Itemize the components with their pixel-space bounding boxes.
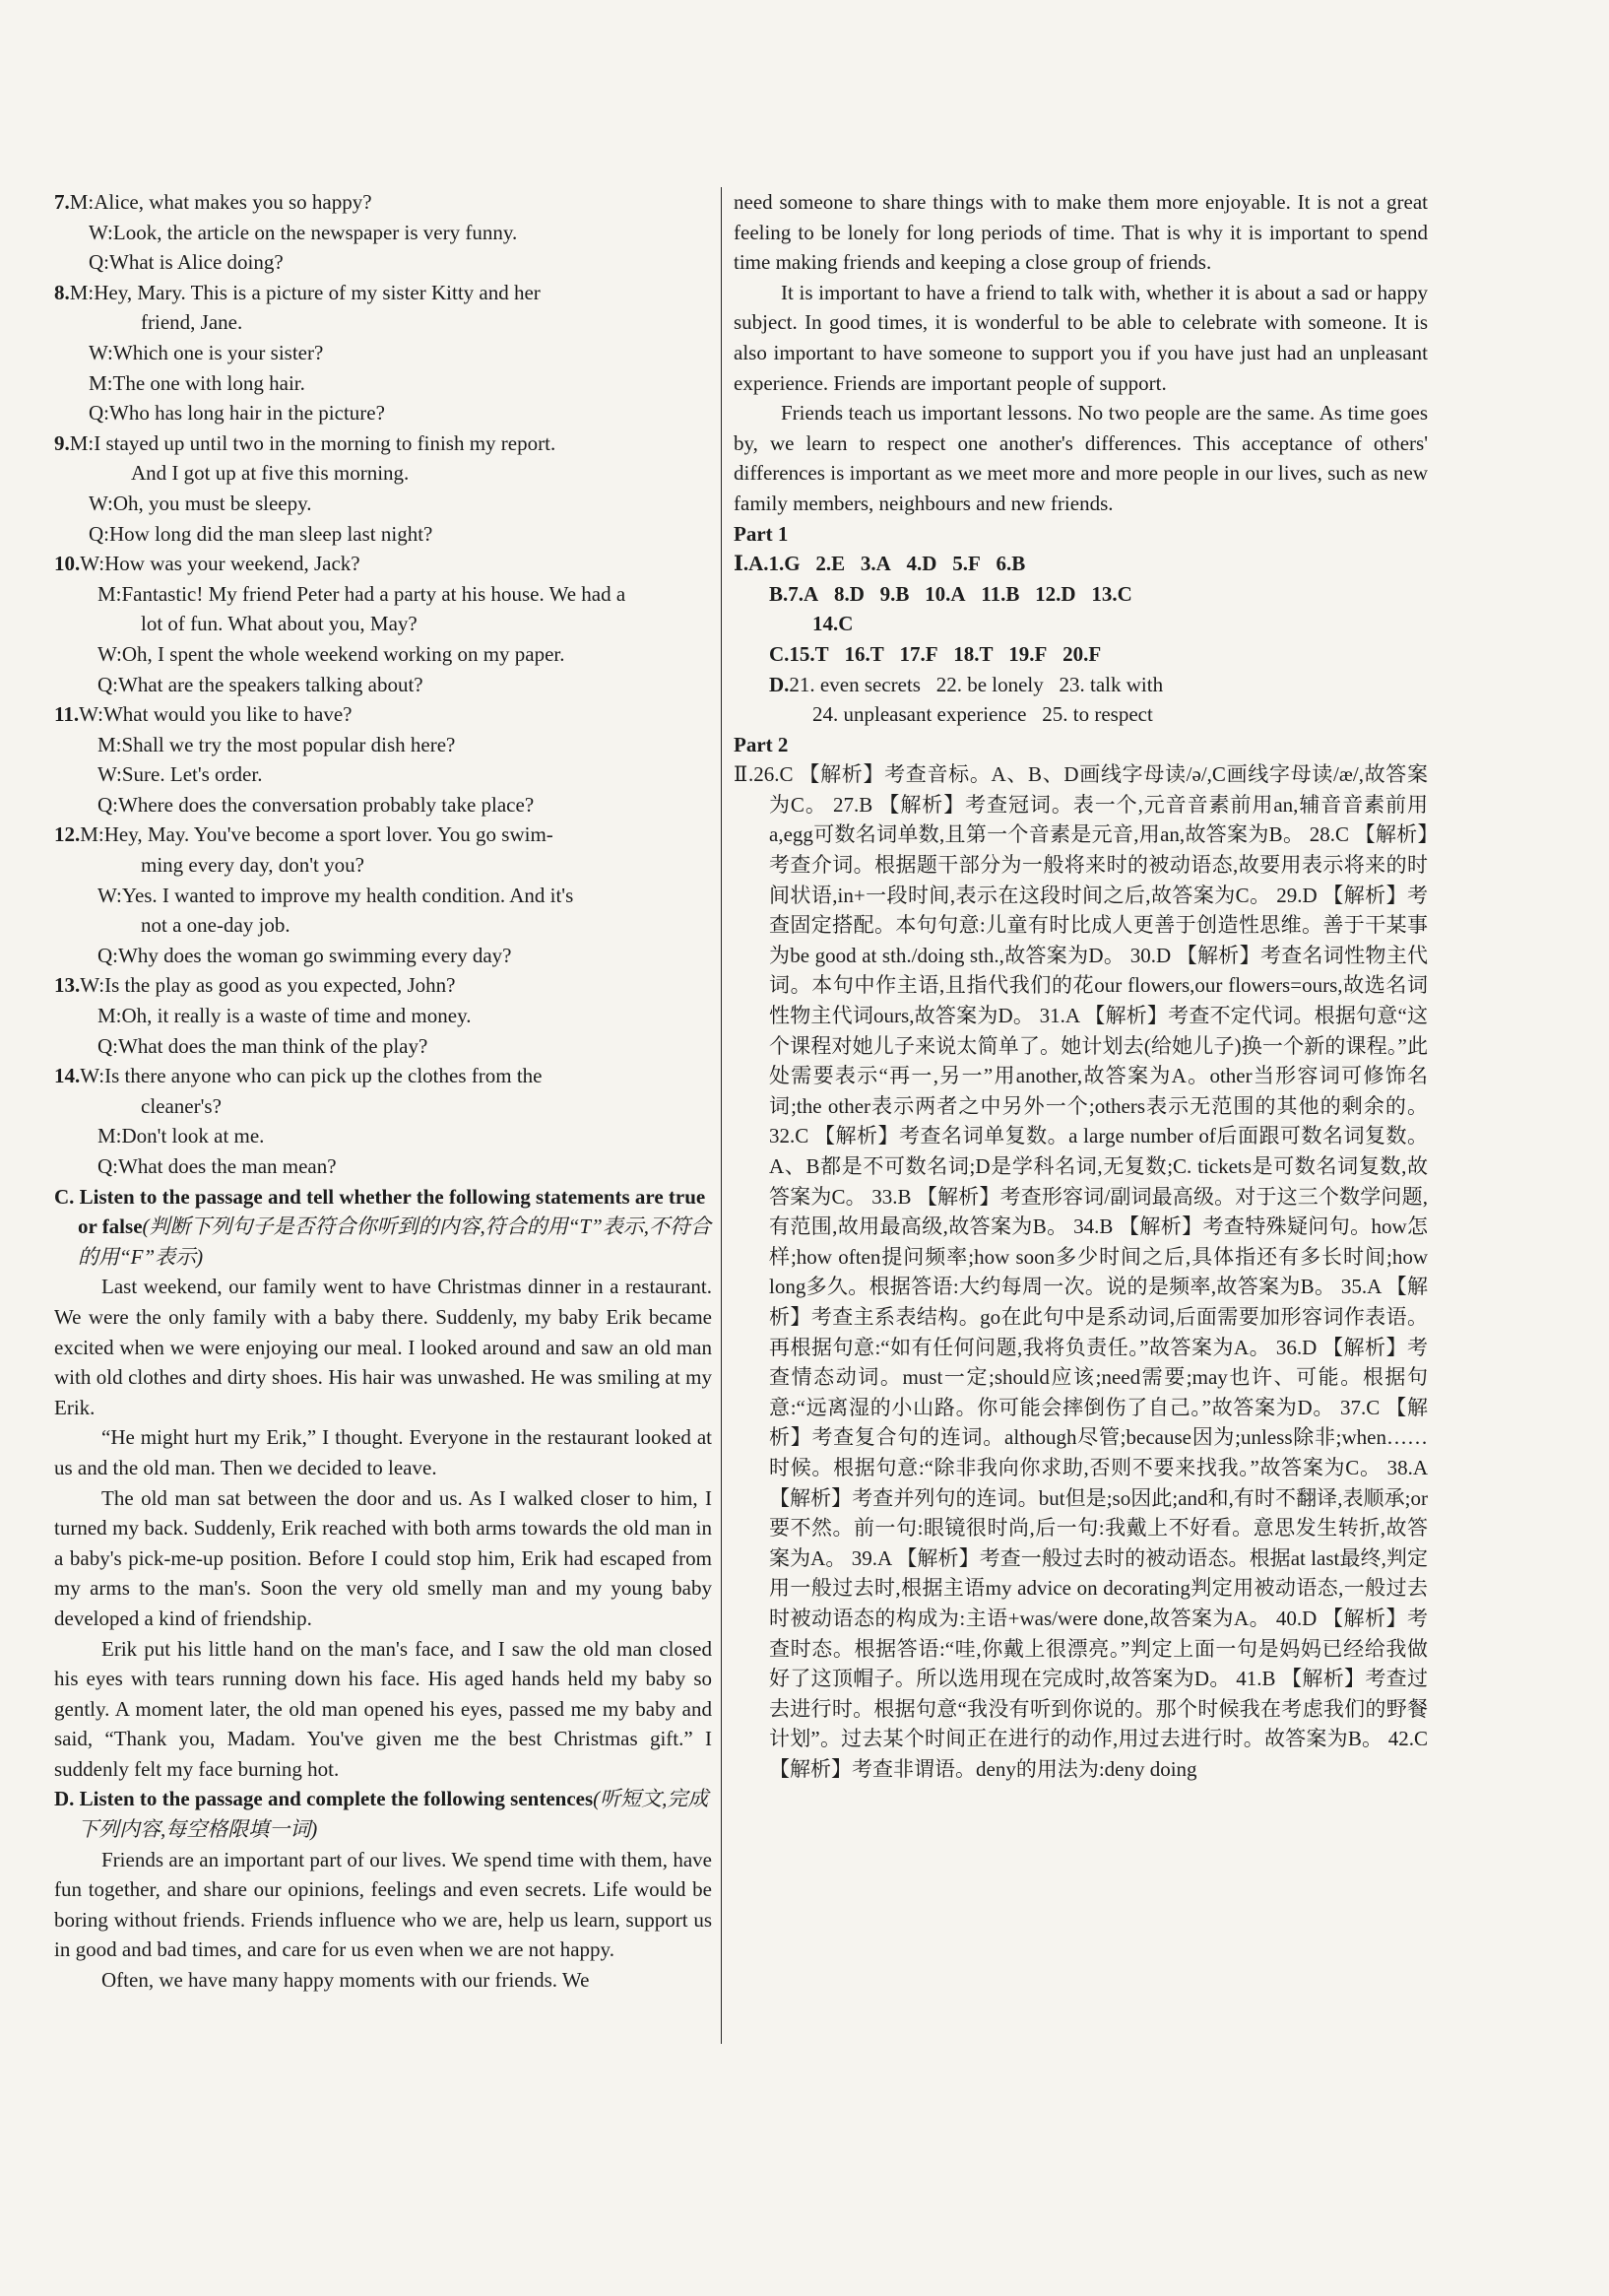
- dialog-line: W:Oh, you must be sleepy.: [89, 491, 312, 515]
- dialog-line: M:Oh, it really is a waste of time and money.: [97, 1004, 472, 1028]
- passage-d-paragraph: Friends teach us important lessons. No two people are the same. As time goes by, we learn to respect one another's differences. This acceptance of others' differences is important as we meet more and more people in our lives, such as new family members, neighbours and new friends.: [734, 401, 1428, 515]
- dialog-line: M:Shall we try the most popular dish here?: [97, 732, 456, 756]
- dialog-question: Q:Where does the conversation probably take place?: [97, 792, 535, 817]
- passage-d-paragraph: It is important to have a friend to talk with, whether it is about a sad or happy subject. In good times, it is wonderful to be able to celebrate with someone. It is also important to have someone to support you if you have just had an unpleasant experience. Friends are important people of support.: [734, 280, 1428, 395]
- section-c-heading: C. Listen to the passage and tell whether the following statements are true or false(判断下列句子是否符合你听到的内容,符合的用“T”表示,不符合的用“F”表示): [54, 1184, 712, 1269]
- dialog-line: W:Which one is your sister?: [89, 340, 324, 364]
- question-7: 7.M:Alice, what makes you so happy?: [54, 190, 372, 214]
- question-10: 10.W:How was your weekend, Jack?: [54, 552, 360, 576]
- question-8: 8.M:Hey, Mary. This is a picture of my sister Kitty and her: [54, 280, 541, 304]
- answers-b-wrap: 14.C: [812, 612, 854, 636]
- dialog-line: M:The one with long hair.: [89, 370, 305, 395]
- passage-c-paragraph: Last weekend, our family went to have Christmas dinner in a restaurant. We were the only family with a baby there. Suddenly, my baby Erik became excited when we were enjoying our meal. I looked around and saw an old man with old clothes and dirty shoes. His hair was unwashed. He was smiling at my Erik.: [54, 1275, 712, 1419]
- dialog-line: And I got up at five this morning.: [131, 461, 410, 486]
- question-14: 14.W:Is there anyone who can pick up the clothes from the: [54, 1064, 543, 1088]
- part-1-heading: Part 1: [734, 521, 789, 546]
- dialog-line: W:Sure. Let's order.: [97, 762, 263, 787]
- question-9: 9.M:I stayed up until two in the morning to finish my report.: [54, 430, 556, 455]
- answers-c: C.15.T 16.T 17.F 18.T 19.F 20.F: [769, 641, 1102, 666]
- passage-d-paragraph: Often, we have many happy moments with our friends. We: [101, 1968, 590, 1993]
- part-2-heading: Part 2: [734, 732, 789, 756]
- passage-c-paragraph: Erik put his little hand on the man's face, and I saw the old man closed his eyes with tears running down his face. His aged hands held my baby so gently. A moment later, the old man opened his eyes, passed me my baby and said, “Thank you, Madam. You've given me the best Christmas gift.” I suddenly felt my face burning hot.: [54, 1636, 712, 1781]
- answers-d-wrap: 24. unpleasant experience 25. to respect: [812, 702, 1153, 727]
- dialog-question: Q:Why does the woman go swimming every day?: [97, 943, 512, 967]
- dialog-line: W:Look, the article on the newspaper is very funny.: [89, 220, 518, 244]
- dialog-line: friend, Jane.: [141, 310, 243, 335]
- dialog-line: not a one-day job.: [141, 913, 290, 938]
- answers-d: D.21. even secrets 22. be lonely 23. talk with: [769, 672, 1164, 696]
- passage-d-paragraph: need someone to share things with to make them more enjoyable. It is not a great feeling to be lonely for long periods of time. That is why it is important to spend time making friends and keeping a close group of friends.: [734, 190, 1428, 275]
- dialog-line: M:Don't look at me.: [97, 1124, 265, 1148]
- question-12: 12.M:Hey, May. You've become a sport lover. You go swim-: [54, 822, 553, 847]
- dialog-question: Q:What does the man mean?: [97, 1154, 337, 1178]
- dialog-line: M:Fantastic! My friend Peter had a party at his house. We had a: [97, 581, 626, 606]
- section-d-heading: D. Listen to the passage and complete the following sentences(听短文,完成下列内容,每空格限填一词): [54, 1787, 709, 1842]
- passage-c-paragraph: The old man sat between the door and us. As I walked closer to him, I turned my back. Suddenly, Erik reached with both arms towards the old man in a baby's pick-me-up position. Before I could stop him, Erik had escaped from my arms to the man's. Soon the very old smelly man and my young baby developed a kind of friendship.: [54, 1485, 712, 1630]
- left-column: [54, 187, 712, 1996]
- question-13: 13.W:Is the play as good as you expected, John?: [54, 973, 456, 998]
- dialog-question: Q:What are the speakers talking about?: [97, 672, 423, 696]
- dialog-line: W:Yes. I wanted to improve my health condition. And it's: [97, 883, 574, 907]
- answers-b: B.7.A 8.D 9.B 10.A 11.B 12.D 13.C: [769, 581, 1132, 606]
- column-divider: [721, 187, 722, 2044]
- answer-analysis: Ⅱ.26.C 【解析】考查音标。A、B、D画线字母读/ə/,C画线字母读/æ/,故答案为C。 27.B 【解析】考查冠词。表一个,元音音素前用an,辅音音素前用a,egg可数名词单数,且第一个音素是元音,用an,故答案为B。 28.C 【解析】考查介词。根据题干部分为一般将来时的被动语态,故要用表示将来的时间状语,in+一段时间,表示在这段时间之后,故答案为C。 29.D 【解析】考查固定搭配。本句句意:儿童有时比成人更善于创造性思维。善于干某事为be good at sth./doing sth.,故答案为D。 30.D 【解析】考查名词性物主代词。本句中作主语,且指代我们的花our flowers,our flowers=ours,故选名词性物主代词ours,故答案为D。 31.A 【解析】考查不定代词。根据句意“这个课程对她儿子来说太简单了。她计划去(给她儿子)换一个新的课程。”此处需要表示“再一,另一”用another,故答案为A。other当形容词可修饰名词;the other表示两者之中另外一个;others表示无范围的其他的剩余的。 32.C 【解析】考查名词单复数。a large number of后面跟可数名词复数。A、B都是不可数名词;D是学科名词,无复数;C. tickets是可数名词复数,故答案为C。 33.B 【解析】考查形容词/副词最高级。对于这三个数学问题,有范围,故用最高级,故答案为B。 34.B 【解析】考查特殊疑问句。how怎样;how often提问频率;how soon多少时间之后,具体指还有多长时间;how long多久。根据答语:大约每周一次。说的是频率,故答案为B。 35.A 【解析】考查主系表结构。go在此句中是系动词,后面需要加形容词作表语。再根据句意:“如有任何问题,我将负责任。”故答案为A。 36.D 【解析】考查情态动词。must一定;should应该;need需要;may也许、可能。根据句意:“远离湿的小山路。你可能会摔倒伤了自己。”故答案为D。 37.C 【解析】考查复合句的连词。although尽管;because因为;unless除非;when……时候。根据句意:“除非我向你求助,否则不要来找我。”故答案为C。 38.A 【解析】考查并列句的连词。but但是;so因此;and和,有时不翻译,表顺承;or要不然。前一句:眼镜很时尚,后一句:我戴上不好看。意思发生转折,故答案为A。 39.A 【解析】考查一般过去时的被动语态。根据at last最终,判定用一般过去时,根据主语my advice on decorating判定用被动语态,一般过去时被动语态的构成为:主语+was/were done,故答案为A。 40.D 【解析】考查时态。根据答语:“哇,你戴上很漂亮。”判定上面一句是妈妈已经给我做好了这顶帽子。所以选用现在完成时,故答案为D。 41.B 【解析】考查过去进行时。根据句意“我没有听到你说的。那个时候我在考虑我们的野餐计划”。过去某个时间正在进行的动作,用过去进行时。故答案为B。 42.C 【解析】考查非谓语。deny的用法为:deny doing: [734, 762, 1429, 1781]
- right-column: [734, 187, 1428, 1784]
- dialog-question: Q:How long did the man sleep last night?: [89, 521, 433, 546]
- question-11: 11.W:What would you like to have?: [54, 702, 353, 727]
- dialog-line: lot of fun. What about you, May?: [141, 612, 418, 636]
- dialog-question: Q:What is Alice doing?: [89, 250, 284, 275]
- dialog-question: Q:Who has long hair in the picture?: [89, 401, 385, 426]
- passage-d-paragraph: Friends are an important part of our lives. We spend time with them, have fun together, and share our opinions, feelings and even secrets. Life would be boring without friends. Friends influence who we are, help us learn, support us in good and bad times, and care for us even when we are not happy.: [54, 1847, 712, 1962]
- passage-c-paragraph: “He might hurt my Erik,” I thought. Everyone in the restaurant looked at us and the old man. Then we decided to leave.: [54, 1425, 712, 1479]
- dialog-line: W:Oh, I spent the whole weekend working on my paper.: [97, 641, 565, 666]
- dialog-line: ming every day, don't you?: [141, 853, 364, 878]
- answers-a: Ⅰ.A.1.G 2.E 3.A 4.D 5.F 6.B: [734, 552, 1026, 576]
- dialog-question: Q:What does the man think of the play?: [97, 1033, 428, 1058]
- dialog-line: cleaner's?: [141, 1093, 222, 1118]
